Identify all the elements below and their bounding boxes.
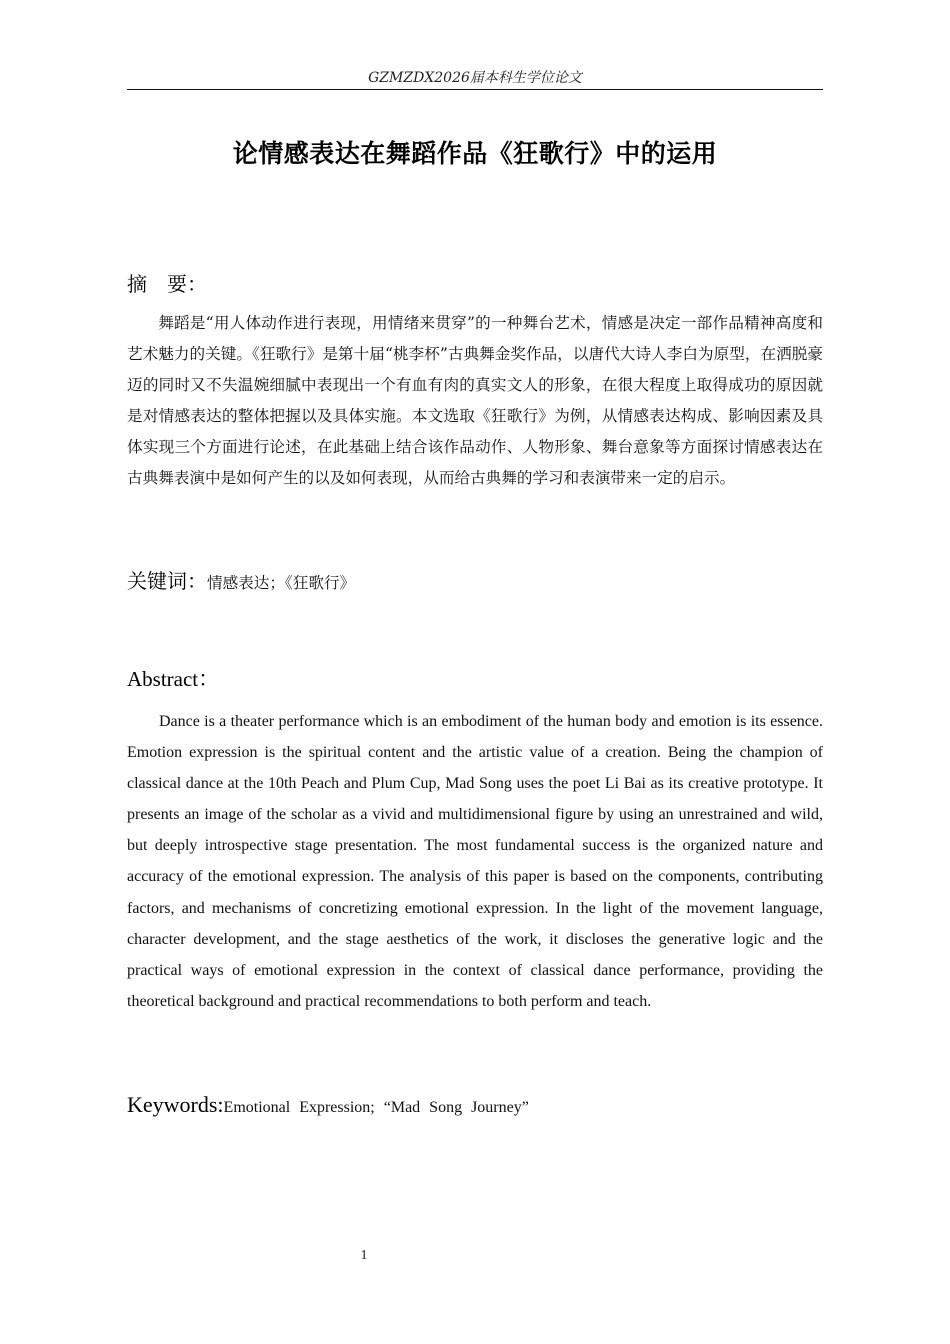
page-number: 1 (360, 1248, 368, 1263)
abstract-cn-heading: 摘 要： (127, 272, 207, 296)
keywords-en-text: Emotional Expression; “Mad Song Journey” (223, 1099, 529, 1116)
keywords-en (127, 1090, 823, 1123)
abstract-cn-body: 舞蹈是“用人体动作进行表现，用情绪来贯穿”的一种舞台艺术，情感是决定一部作品精神高度和艺术魅力的关键。《狂歌行》是第十届“桃李杯”古典舞金奖作品，以唐代大诗人李白为原型，在洒脱豪迈的同时又不失温婉细腻中表现出一个有血有肉的真实文人的形象，在很大程度上取得成功的原因就是对情感表达的整体把握以及具体实施。本文选取《狂歌行》为例，从情感表达构成、影响因素及具体实现三个方面进行论述，在此基础上结合该作品动作、人物形象、舞台意象等方面探讨情感表达在古典舞表演中是如何产生的以及如何表现，从而给古典舞的学习和表演带来一定的启示。 (127, 314, 823, 488)
header-rule (127, 89, 823, 90)
keywords-cn (127, 566, 823, 598)
keywords-en-label: Keywords: (127, 1092, 224, 1117)
running-header: GZMZDX2026届本科生学位论文 (368, 70, 582, 86)
abstract-en-body: Dance is a theater performance which is an embodiment of the human body and emotion is its essence. Emotion expression is the spiritual content and the artistic value of a creation. Being the champion of classical dance at the 10th Peach and Plum Cup, Mad Song uses the poet Li Bai as its creative prototype. It presents an image of the scholar as a vivid and multidimensional figure by using an unrestrained and wild, but deeply introspective stage presentation. The most fundamental success is the organized nature and accuracy of the emotional expression. The analysis of this paper is based on the components, contributing factors, and mechanisms of concretizing emotional expression. In the light of the movement language, character development, and the stage aesthetics of the work, it discloses the generative logic and the practical ways of emotional expression in the context of classical dance performance, providing the theoretical background and practical recommendations to both perform and teach. (127, 713, 823, 1010)
abstract-en-heading: Abstract： (127, 667, 220, 691)
paper-title: 论情感表达在舞蹈作品《狂歌行》中的运用 (232, 139, 718, 168)
keywords-cn-text: 情感表达；《狂歌行》 (207, 574, 356, 592)
keywords-cn-label: 关键词： (127, 569, 207, 593)
